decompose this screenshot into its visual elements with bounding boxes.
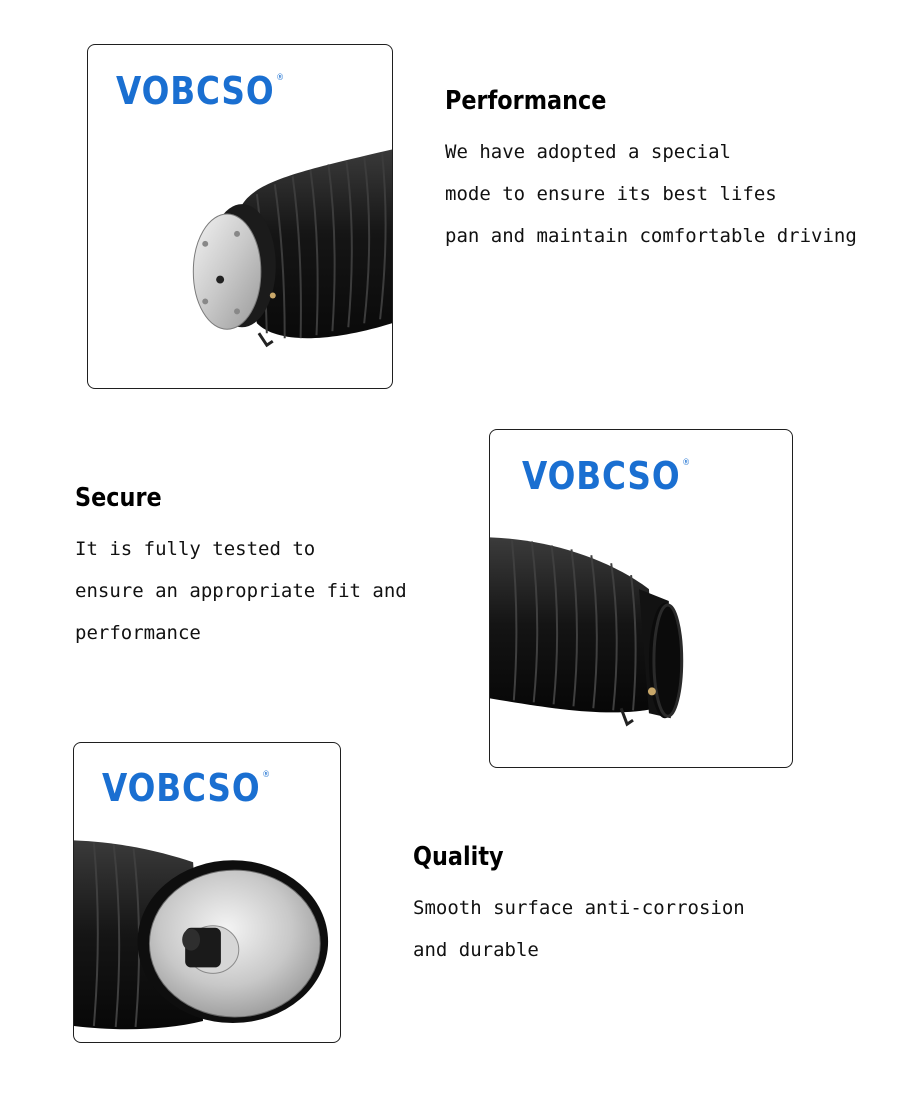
brand-logo: VOBCSO ® — [522, 454, 690, 498]
product-image-card-performance — [87, 44, 393, 389]
section-heading-quality: Quality — [413, 842, 504, 872]
performance-text-line-1: We have adopted a special — [445, 141, 731, 163]
performance-text-line-2: mode to ensure its best lifes — [445, 183, 777, 205]
product-image-card-secure — [489, 429, 793, 768]
quality-text-line-1: Smooth surface anti-corrosion — [413, 897, 745, 919]
section-heading-performance: Performance — [445, 86, 607, 116]
performance-text-line-3: pan and maintain comfortable driving — [445, 225, 857, 247]
brand-logo: VOBCSO ® — [102, 766, 270, 810]
section-heading-secure: Secure — [75, 483, 162, 513]
quality-text-line-2: and durable — [413, 939, 539, 961]
secure-text-line-1: It is fully tested to — [75, 538, 316, 560]
brand-logo: VOBCSO ® — [116, 69, 284, 113]
product-image-card-quality — [73, 742, 341, 1043]
secure-text-line-3: performance — [75, 622, 201, 644]
secure-text-line-2: ensure an appropriate fit and — [75, 580, 407, 602]
